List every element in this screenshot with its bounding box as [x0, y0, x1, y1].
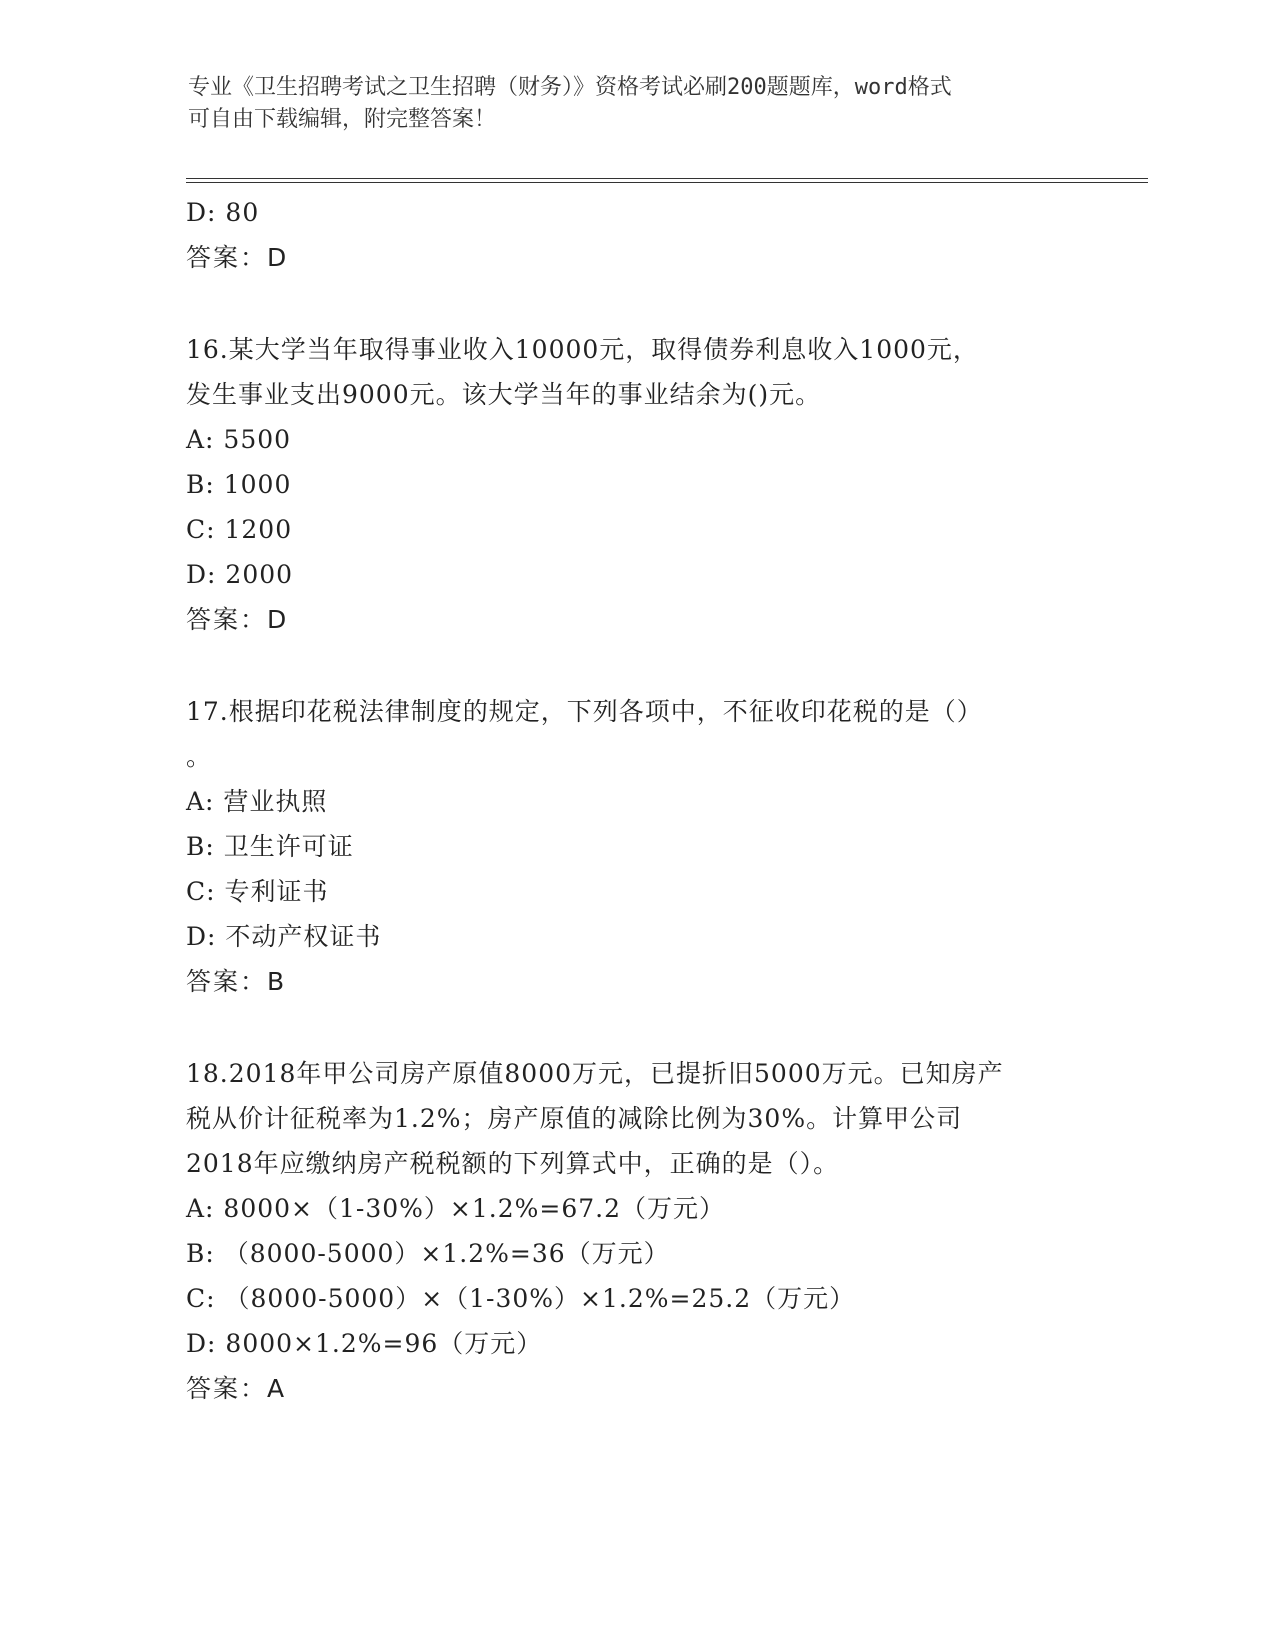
option-a: A: 8000×（1-30%）×1.2%=67.2（万元）	[186, 1194, 725, 1223]
option-d: D: 8000×1.2%=96（万元）	[186, 1329, 543, 1358]
question-text-line: 2018年应缴纳房产税税额的下列算式中，正确的是（）。	[186, 1149, 840, 1178]
option-b: B: （8000-5000）×1.2%=36（万元）	[186, 1239, 670, 1268]
option-d: D: 不动产权证书	[186, 922, 382, 951]
option-c: C: 1200	[186, 515, 293, 544]
header-divider-bottom	[186, 182, 1148, 183]
question-16	[186, 327, 1086, 642]
document-header	[188, 72, 1088, 136]
answer-line: 答案：D	[186, 243, 289, 272]
option-b: B: 卫生许可证	[186, 832, 354, 861]
header-title-line-2: 可自由下载编辑，附完整答案！	[188, 107, 497, 132]
document-body	[186, 190, 1086, 1411]
header-divider-top	[186, 178, 1148, 179]
question-17	[186, 689, 1086, 1004]
option-c: C: 专利证书	[186, 877, 329, 906]
option-a: A: 5500	[186, 425, 292, 454]
answer-line: 答案：D	[186, 605, 289, 634]
answer-line: 答案：A	[186, 1374, 287, 1403]
question-text-line: 发生事业支出9000元。该大学当年的事业结余为()元。	[186, 380, 822, 409]
question-text-line: 18.2018年甲公司房产原值8000万元，已提折旧5000万元。已知房产	[186, 1059, 1004, 1088]
option-d: D: 2000	[186, 560, 294, 589]
answer-line: 答案：B	[186, 967, 287, 996]
option-a: A: 营业执照	[186, 787, 328, 816]
question-text-line: 。	[186, 742, 213, 771]
question-18	[186, 1051, 1086, 1411]
option-b: B: 1000	[186, 470, 292, 499]
previous-question-tail	[186, 190, 1086, 280]
header-title-line-1: 专业《卫生招聘考试之卫生招聘（财务）》资格考试必刷200题题库，word格式	[188, 75, 952, 100]
option-c: C: （8000-5000）×（1-30%）×1.2%=25.2（万元）	[186, 1284, 856, 1313]
question-text-line: 16.某大学当年取得事业收入10000元，取得债券利息收入1000元，	[186, 335, 979, 364]
question-text-line: 17.根据印花税法律制度的规定，下列各项中，不征收印花税的是（）	[186, 697, 983, 726]
question-text-line: 税从价计征税率为1.2%；房产原值的减除比例为30%。计算甲公司	[186, 1104, 963, 1133]
option-d: D: 80	[186, 198, 260, 227]
